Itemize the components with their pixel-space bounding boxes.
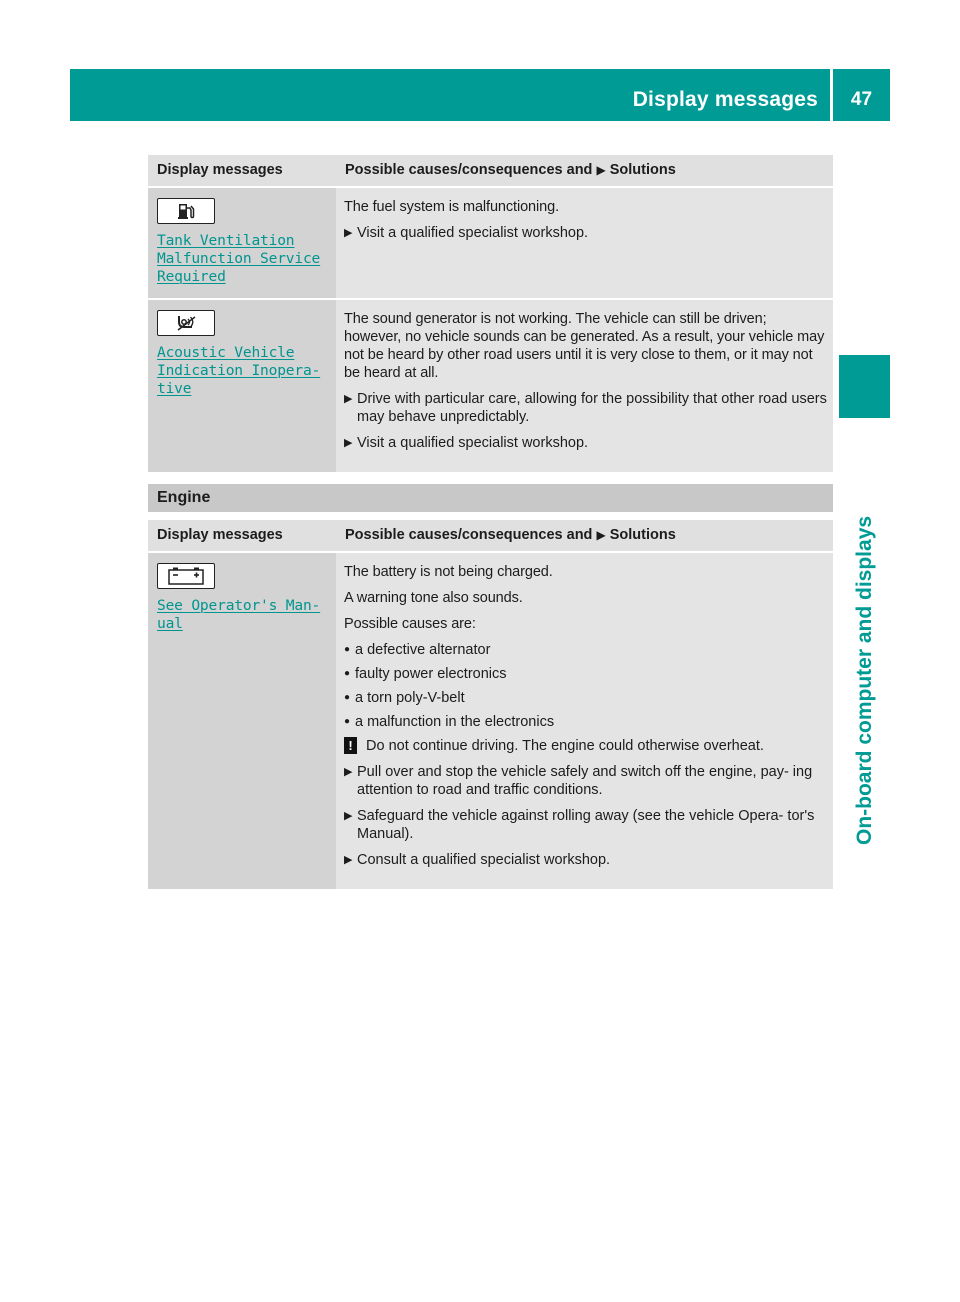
cause-text: Possible causes are:: [344, 616, 476, 632]
triangle-arrow-icon: ▶: [344, 437, 353, 449]
triangle-arrow-icon: ▶: [344, 810, 353, 822]
list-item: [344, 713, 827, 731]
chapter-tab-marker: [839, 355, 890, 418]
list-item-text: a defective alternator: [355, 642, 491, 658]
triangle-arrow-icon: ▶: [596, 162, 606, 177]
solution-cell: [336, 186, 833, 298]
triangle-arrow-icon: ▶: [344, 854, 353, 866]
action-step: [344, 434, 827, 452]
message-line: Indication Inopera‐: [157, 362, 321, 379]
triangle-arrow-icon: ▶: [596, 527, 606, 542]
solution-cell: [336, 551, 833, 889]
action-step-text: Visit a qualified specialist workshop.: [357, 225, 589, 241]
chapter-side-label: On-board computer and displays: [853, 515, 876, 845]
acoustic-crossed-icon: [157, 310, 215, 336]
bullet-icon: ●: [344, 716, 351, 727]
list-item-text: a malfunction in the electronics: [355, 714, 555, 730]
triangle-arrow-icon: ▶: [344, 227, 353, 239]
warning-text: Do not continue driving. The engine could otherwise overheat.: [366, 738, 764, 754]
fuel-pump-icon: [157, 198, 215, 224]
list-item: [344, 641, 827, 659]
bullet-icon: ●: [344, 668, 351, 679]
message-line: Malfunction Service: [157, 250, 321, 267]
action-step-text: Safeguard the vehicle against rolling away (see the vehicle Opera‐ tor's Manual).: [357, 808, 815, 842]
table-row: [148, 551, 833, 889]
column-header-solutions-text: Possible causes/consequences and: [345, 161, 593, 178]
action-step-text: Consult a qualified specialist workshop.: [357, 852, 611, 868]
triangle-arrow-icon: ▶: [344, 766, 353, 778]
warning-note: [344, 737, 827, 755]
list-item: [344, 665, 827, 683]
solution-cell: [336, 298, 833, 472]
engine-messages-table: [148, 520, 833, 889]
page-number: 47: [850, 89, 873, 110]
message-cell: [148, 186, 336, 298]
list-item: [344, 689, 827, 707]
column-header-solutions-text: Possible causes/consequences and: [345, 526, 593, 543]
triangle-arrow-icon: ▶: [344, 393, 353, 405]
message-cell: [148, 298, 336, 472]
bullet-icon: ●: [344, 692, 351, 703]
battery-icon: [157, 563, 215, 589]
bullet-icon: ●: [344, 644, 351, 655]
page-title: Display messages: [632, 88, 818, 111]
table-row: [148, 186, 833, 298]
action-step-text: Drive with particular care, allowing for the possibility that other road users may behave unpredictably.: [357, 391, 827, 425]
action-step: [344, 763, 827, 799]
cause-text: A warning tone also sounds.: [344, 590, 523, 606]
action-step: [344, 807, 827, 843]
cause-text: The sound generator is not working. The vehicle can still be driven; however, no vehicle sounds can be generated. As a result, your vehicle may not be heard by other road users until it is very close to them, or it may not be heard at all.: [344, 311, 825, 381]
message-line: See Operator's Man‐: [157, 597, 321, 614]
action-step: [344, 390, 827, 426]
message-line: Required: [157, 268, 226, 285]
column-header-solutions-suffix: Solutions: [609, 161, 676, 178]
message-line: Tank Ventilation: [157, 232, 295, 249]
message-cell: [148, 551, 336, 889]
table-row: [148, 298, 833, 472]
exclamation-icon: !: [344, 737, 357, 754]
cause-text: The battery is not being charged.: [344, 564, 553, 580]
page-header: [70, 69, 890, 121]
column-header-messages: Display messages: [148, 155, 336, 186]
message-line: Acoustic Vehicle: [157, 344, 295, 361]
section-heading: Engine: [148, 484, 833, 512]
column-header-solutions-suffix: Solutions: [609, 526, 676, 543]
action-step: [344, 851, 827, 869]
message-line: ual: [157, 615, 183, 632]
column-header-solutions: [336, 155, 833, 186]
action-step-text: Visit a qualified specialist workshop.: [357, 435, 589, 451]
list-item-text: a torn poly-V-belt: [355, 690, 465, 706]
column-header-messages: Display messages: [148, 520, 336, 551]
column-header-solutions: [336, 520, 833, 551]
message-line: tive: [157, 380, 192, 397]
cause-text: The fuel system is malfunctioning.: [344, 199, 559, 215]
action-step-text: Pull over and stop the vehicle safely and switch off the engine, pay‐ ing attention to road and traffic conditions.: [357, 764, 813, 798]
action-step: [344, 224, 827, 242]
display-messages-table: [148, 155, 833, 472]
list-item-text: faulty power electronics: [355, 666, 507, 682]
